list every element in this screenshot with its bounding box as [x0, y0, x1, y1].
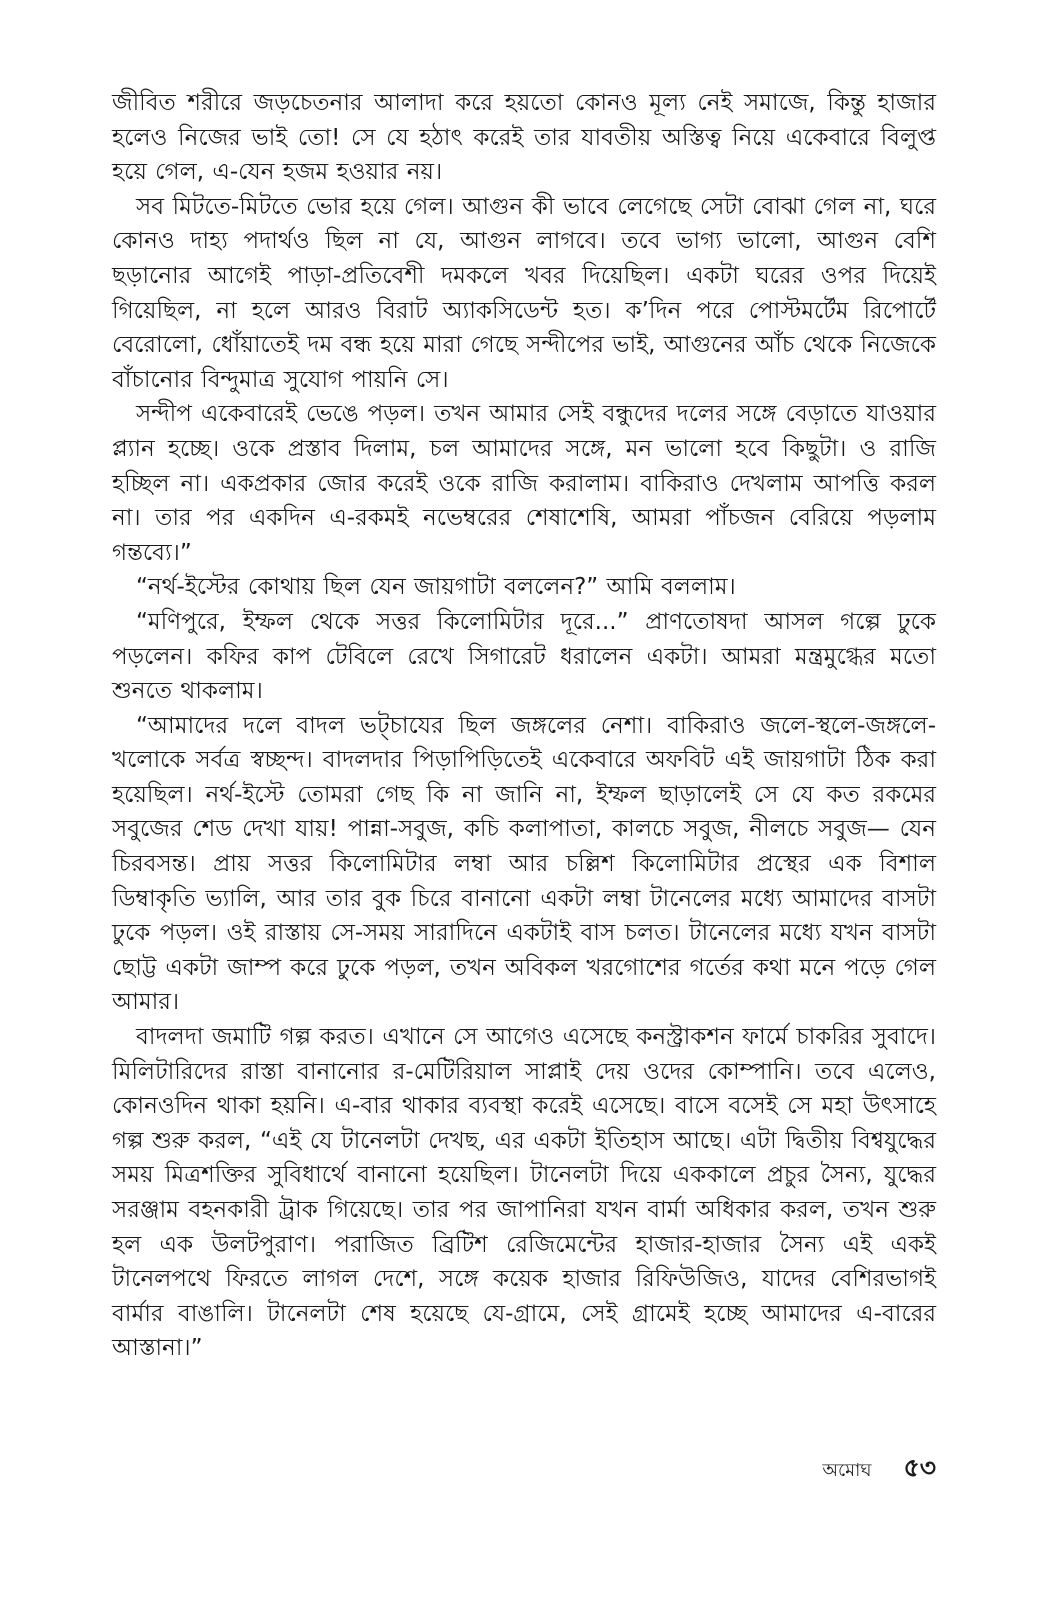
paragraph: “আমাদের দলে বাদল ভট্চাযের ছিল জঙ্গলের নেশা। বাকিরাও জলে-স্থলে-জঙ্গলে-খলোকে সর্বত্র স্বচ্ছন্দ। বাদলদার পিড়াপিড়িতেই একেবারে অফবিট এই জায়গাটা ঠিক করা হয়েছিল। নর্থ-ইস্টে তোমরা গেছ কি না জানি না, ইম্ফল ছাড়ালেই সে যে কত রকমের সবুজের শেড দেখা যায়! পান্না-সবুজ, কচি কলাপাতা, কালচে সবুজ, নীলচে সবুজ— যেন চিরবসন্ত। প্রায় সত্তর কিলোমিটার লম্বা আর চল্লিশ কিলোমিটার প্রস্থের এক বিশাল ডিম্বাকৃতি ভ্যালি, আর তার বুক চিরে বানানো একটা লম্বা টানেলের মধ্যে আমাদের বাসটা ঢুকে পড়ল। ওই রাস্তায় সে-সময় সারাদিনে একটাই বাস চলত। টানেলের মধ্যে যখন বাসটা ছোট্ট একটা জাম্প করে ঢুকে পড়ল, তখন অবিকল খরগোশের গর্তের কথা মনে পড়ে গেল আমার।: [112, 712, 936, 1016]
paragraph-dialogue: “নর্থ-ইস্টের কোথায় ছিল যেন জায়গাটা বললেন?” আমি বললাম।: [136, 574, 736, 601]
page-footer: [700, 1448, 936, 1491]
paragraph: সন্দীপ একেবারেই ভেঙে পড়ল। তখন আমার সেই বন্ধুদের দলের সঙ্গে বেড়াতে যাওয়ার প্ল্যান হচ্ছে। ওকে প্রস্তাব দিলাম, চল আমাদের সঙ্গে, মন ভালো হবে কিছুটা। ও রাজি হচ্ছিল না। একপ্রকার জোর করেই ওকে রাজি করালাম। বাকিরাও দেখলাম আপত্তি করল না। তার পর একদিন এ-রকমই নভেম্বরের শেষাশেষি, আমরা পাঁচজন বেরিয়ে পড়লাম গন্তব্যে।”: [112, 401, 936, 566]
running-title: অমোঘ: [822, 1460, 872, 1481]
paragraph: সব মিটতে-মিটতে ভোর হয়ে গেল। আগুন কী ভাবে লেগেছে সেটা বোঝা গেল না, ঘরে কোনও দাহ্য পদার্থও ছিল না যে, আগুন লাগবে। তবে ভাগ্য ভালো, আগুন বেশি ছড়ানোর আগেই পাড়া-প্রতিবেশী দমকলে খবর দিয়েছিল। একটা ঘরের ওপর দিয়েই গিয়েছিল, না হলে আরও বিরাট অ্যাকসিডেন্ট হত। ক’দিন পরে পোস্টমর্টেম রিপোর্টে বেরোলো, ধোঁয়াতেই দম বন্ধ হয়ে মারা গেছে সন্দীপের ভাই, আগুনের আঁচ থেকে নিজেকে বাঁচানোর বিন্দুমাত্র সুযোগ পায়নি সে।: [112, 193, 936, 393]
page-body: [112, 86, 936, 1366]
paragraph: বাদলদা জমাটি গল্প করত। এখানে সে আগেও এসেছে কনস্ট্রাকশন ফার্মে চাকরির সুবাদে। মিলিটারিদের রাস্তা বানানোর র-মেটিরিয়াল সাপ্লাই দেয় ওদের কোম্পানি। তবে এলেও, কোনওদিন থাকা হয়নি। এ-বার থাকার ব্যবস্থা করেই এসেছে। বাসে বসেই সে মহা উৎসাহে গল্প শুরু করল, “এই যে টানেলটা দেখছ, এর একটা ইতিহাস আছে। এটা দ্বিতীয় বিশ্বযুদ্ধের সময় মিত্রশক্তির সুবিধার্থে বানানো হয়েছিল। টানেলটা দিয়ে এককালে প্রচুর সৈন্য, যুদ্ধের সরঞ্জাম বহনকারী ট্রাক গিয়েছে। তার পর জাপানিরা যখন বার্মা অধিকার করল, তখন শুরু হল এক উলটপুরাণ। পরাজিত ব্রিটিশ রেজিমেন্টের হাজার-হাজার সৈন্য এই একই টানেলপথে ফিরতে লাগল দেশে, সঙ্গে কয়েক হাজার রিফিউজিও, যাদের বেশিরভাগই বার্মার বাঙালি। টানেলটা শেষ হয়েছে যে-গ্রামে, সেই গ্রামেই হচ্ছে আমাদের এ-বারের আস্তানা।”: [112, 1024, 936, 1362]
page-number: ৫৩: [903, 1453, 936, 1482]
paragraph-dialogue: “মণিপুরে, ইম্ফল থেকে সত্তর কিলোমিটার দূরে...” প্রাণতোষদা আসল গল্পে ঢুকে পড়লেন। কফির কাপ টেবিলে রেখে সিগারেট ধরালেন একটা। আমরা মন্ত্রমুগ্ধের মতো শুনতে থাকলাম।: [112, 608, 936, 705]
paragraph-continuation: জীবিত শরীরে জড়চেতনার আলাদা করে হয়তো কোনও মূল্য নেই সমাজে, কিন্তু হাজার হলেও নিজের ভাই তো! সে যে হঠাৎ করেই তার যাবতীয় অস্তিত্ব নিয়ে একেবারে বিলুপ্ত হয়ে গেল, এ-যেন হজম হওয়ার নয়।: [112, 90, 936, 186]
